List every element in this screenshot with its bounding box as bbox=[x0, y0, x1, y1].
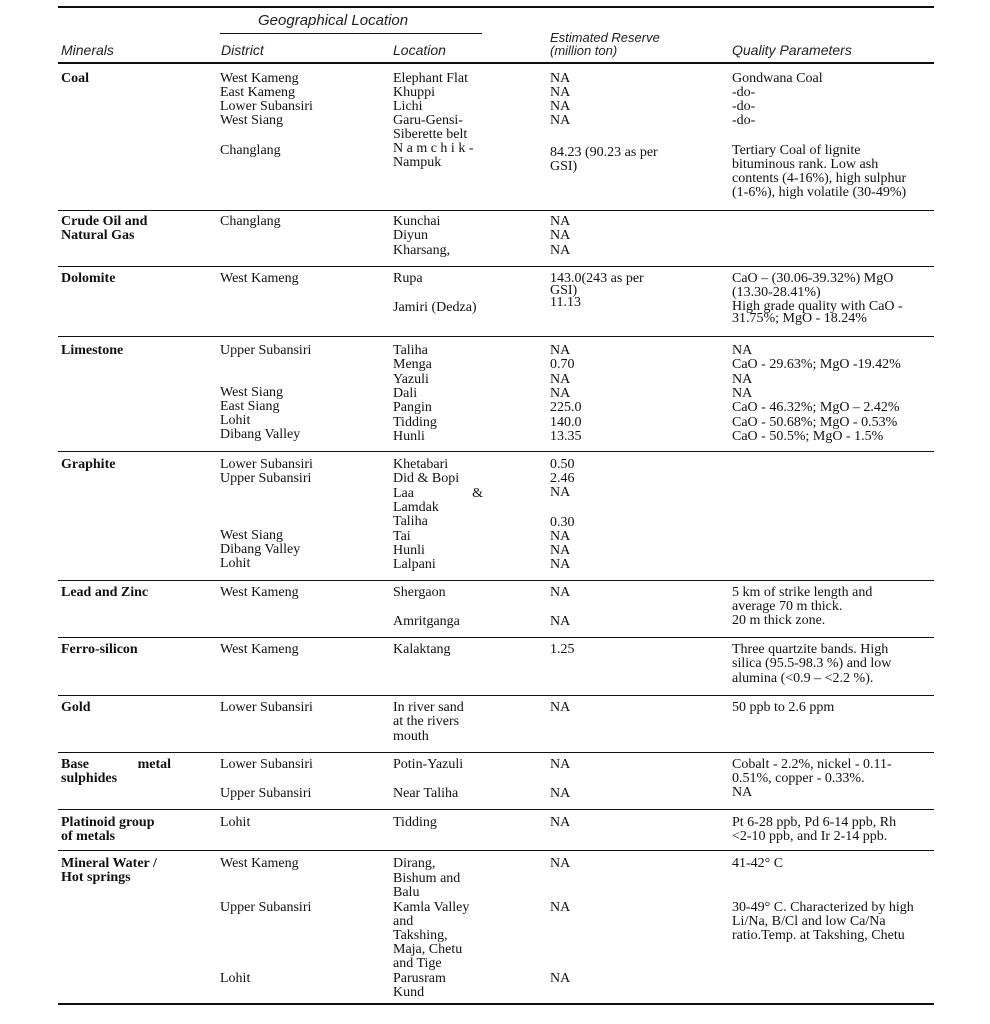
location-cell-line: Parusram bbox=[393, 971, 446, 986]
header-district: District bbox=[221, 42, 264, 58]
reserve-cell-line: 143.0(243 as per bbox=[550, 271, 644, 286]
quality-cell-line: Cobalt - 2.2%, nickel - 0.11- bbox=[732, 757, 892, 772]
header-geographical-location: Geographical Location bbox=[258, 12, 409, 29]
reserve-cell-line: NA bbox=[550, 85, 571, 100]
header-minerals: Minerals bbox=[61, 42, 114, 58]
quality-cell-line: <2-10 ppb, and Ir 2-14 ppb. bbox=[732, 829, 888, 845]
reserve-cell-line: GSI) bbox=[550, 159, 578, 174]
reserve-cell-line: 0.30 bbox=[550, 515, 575, 530]
quality-cell-line: 31.75%; MgO - 18.24% bbox=[732, 311, 867, 326]
quality-cell-line: NA bbox=[732, 385, 753, 401]
mineral-cell-line: Base metal bbox=[61, 757, 171, 772]
reserve-cell-line: NA bbox=[550, 529, 571, 544]
district-cell-line: Lower Subansiri bbox=[220, 757, 313, 772]
district-cell-line: Upper Subansiri bbox=[220, 343, 312, 358]
row-separator bbox=[58, 809, 934, 810]
district-cell-line: Lohit bbox=[220, 413, 251, 428]
location-cell-line: Amritganga bbox=[393, 614, 460, 629]
reserve-cell-line: NA bbox=[550, 371, 571, 387]
location-cell-line: Yazuli bbox=[393, 371, 429, 387]
district-cell-line: Lohit bbox=[220, 971, 251, 986]
quality-cell-line: (13.30-28.41%) bbox=[732, 285, 821, 300]
reserve-cell-line: NA bbox=[550, 557, 571, 572]
quality-cell-line: ratio.Temp. at Takshing, Chetu bbox=[732, 928, 905, 943]
location-cell-line: Lamdak bbox=[393, 499, 439, 515]
reserve-cell-line: NA bbox=[550, 99, 571, 114]
quality-cell-line: -do- bbox=[732, 85, 756, 100]
reserve-cell-line: NA bbox=[550, 214, 571, 229]
reserve-cell-line: 2.46 bbox=[550, 471, 575, 486]
location-cell-line: Balu bbox=[393, 885, 420, 900]
mineral-cell-line: sulphides bbox=[61, 771, 118, 787]
reserve-cell-line: NA bbox=[550, 856, 571, 871]
district-cell-line: East Kameng bbox=[220, 85, 296, 100]
quality-cell-line: -do- bbox=[732, 99, 756, 114]
mineral-cell-line: Mineral Water / bbox=[61, 856, 157, 871]
row-separator bbox=[58, 850, 934, 851]
reserve-cell-line: 0.70 bbox=[550, 357, 575, 373]
reserve-cell-line: NA bbox=[550, 71, 571, 86]
location-cell-line: and Tige bbox=[393, 956, 442, 971]
location-cell-line: Kamla Valley bbox=[393, 900, 470, 915]
reserve-cell-line: 0.50 bbox=[550, 457, 575, 472]
district-cell-line: East Siang bbox=[220, 399, 280, 414]
district-cell-line: Dibang Valley bbox=[220, 542, 301, 557]
district-cell-line: Lohit bbox=[220, 815, 251, 830]
location-cell-line: Taliha bbox=[393, 514, 428, 530]
table-top-rule bbox=[58, 6, 934, 8]
quality-cell-line: NA bbox=[732, 343, 753, 358]
quality-cell-line: Pt 6-28 ppb, Pd 6-14 ppb, Rh bbox=[732, 815, 897, 830]
district-cell-line: West Kameng bbox=[220, 585, 299, 600]
district-cell-line: West Kameng bbox=[220, 271, 299, 286]
quality-cell-line: 41-42° C bbox=[732, 856, 784, 871]
header-quality-parameters: Quality Parameters bbox=[732, 42, 852, 58]
row-separator bbox=[58, 695, 934, 696]
location-cell-line: at the rivers bbox=[393, 714, 460, 730]
reserve-cell-line: NA bbox=[550, 757, 571, 772]
mineral-cell-line: Hot springs bbox=[61, 870, 131, 886]
quality-cell-line: 50 ppb to 2.6 ppm bbox=[732, 700, 835, 715]
reserve-cell-line: 225.0 bbox=[550, 400, 582, 416]
header-reserve-line2: (million ton) bbox=[550, 43, 618, 58]
mineral-cell-line: Coal bbox=[61, 71, 89, 86]
location-cell-line: Kund bbox=[393, 985, 425, 1000]
district-cell-line: Dibang Valley bbox=[220, 427, 301, 442]
location-cell-line: Tidding bbox=[393, 414, 437, 430]
location-cell-line: In river sand bbox=[393, 700, 464, 715]
row-separator bbox=[58, 637, 934, 638]
reserve-cell-line: NA bbox=[550, 385, 571, 401]
district-cell-line: West Kameng bbox=[220, 71, 299, 86]
mineral-cell-line: Natural Gas bbox=[61, 228, 135, 244]
header-bottom-rule bbox=[58, 62, 934, 64]
quality-cell-line: NA bbox=[732, 371, 753, 387]
reserve-cell-line: NA bbox=[550, 971, 571, 986]
district-cell-line: West Kameng bbox=[220, 856, 299, 871]
reserve-cell-line: NA bbox=[550, 700, 571, 715]
mineral-cell-line: Graphite bbox=[61, 457, 116, 472]
quality-cell-line: CaO - 29.63%; MgO -19.42% bbox=[732, 357, 901, 373]
district-cell-line: Changlang bbox=[220, 143, 281, 158]
location-cell-line: and bbox=[393, 914, 414, 929]
location-cell-line: Did & Bopi bbox=[393, 471, 460, 487]
mineral-cell-line: Limestone bbox=[61, 343, 124, 358]
location-cell-line: Tidding bbox=[393, 815, 437, 830]
quality-cell-line: Tertiary Coal of lignite bbox=[732, 143, 861, 158]
quality-cell-line: CaO - 50.5%; MgO - 1.5% bbox=[732, 428, 884, 444]
reserve-cell-line: NA bbox=[550, 228, 571, 244]
row-separator bbox=[58, 752, 934, 753]
quality-cell-line: 20 m thick zone. bbox=[732, 613, 826, 628]
reserve-cell-line: NA bbox=[550, 815, 571, 830]
reserve-cell-line: 11.13 bbox=[550, 295, 581, 310]
reserve-cell-line: NA bbox=[550, 900, 571, 915]
row-separator bbox=[58, 451, 934, 452]
quality-cell-line: NA bbox=[732, 785, 753, 800]
location-cell-line: Kunchai bbox=[393, 214, 441, 229]
location-cell-line: Elephant Flat bbox=[393, 71, 469, 86]
district-cell-line: Upper Subansiri bbox=[220, 786, 312, 801]
reserve-cell-line: NA bbox=[550, 343, 571, 358]
quality-cell-line: CaO – (30.06-39.32%) MgO bbox=[732, 271, 894, 286]
district-cell-line: Lower Subansiri bbox=[220, 457, 313, 472]
location-cell-line: Hunli bbox=[393, 542, 425, 558]
location-cell-line: Jamiri (Dedza) bbox=[393, 300, 477, 315]
reserve-cell-line: 1.25 bbox=[550, 642, 575, 657]
quality-cell-line: 30-49° C. Characterized by high bbox=[732, 900, 914, 915]
quality-cell-line: average 70 m thick. bbox=[732, 599, 843, 614]
reserve-cell-line: NA bbox=[550, 113, 571, 128]
reserve-cell-line: 84.23 (90.23 as per bbox=[550, 145, 658, 160]
location-cell-line: Menga bbox=[393, 357, 432, 373]
quality-cell-line: 5 km of strike length and bbox=[732, 585, 873, 600]
reserve-cell-line: NA bbox=[550, 614, 571, 629]
row-separator bbox=[58, 266, 934, 267]
district-cell-line: West Siang bbox=[220, 385, 284, 400]
reserve-cell-line: GSI) bbox=[550, 283, 578, 298]
district-cell-line: Lower Subansiri bbox=[220, 99, 313, 114]
location-cell-line: Hunli bbox=[393, 428, 425, 444]
location-cell-line: Dirang, bbox=[393, 856, 436, 871]
location-cell-line: Diyun bbox=[393, 228, 428, 244]
mineral-cell-line: Platinoid group bbox=[61, 815, 155, 830]
district-cell-line: West Kameng bbox=[220, 642, 299, 657]
location-cell-line: Taliha bbox=[393, 343, 428, 358]
location-cell-line: Pangin bbox=[393, 400, 432, 416]
reserve-cell-line: 13.35 bbox=[550, 428, 582, 444]
reserve-cell-line: NA bbox=[550, 585, 571, 600]
quality-cell-line: CaO - 46.32%; MgO – 2.42% bbox=[732, 400, 900, 416]
location-cell-line: N a m c h i k - bbox=[393, 141, 474, 156]
district-cell-line: West Siang bbox=[220, 113, 284, 128]
quality-cell-line: silica (95.5-98.3 %) and low bbox=[732, 656, 892, 672]
district-cell-line: West Siang bbox=[220, 528, 284, 543]
district-cell-line: Upper Subansiri bbox=[220, 471, 312, 486]
reserve-cell-line: 140.0 bbox=[550, 414, 582, 430]
header-reserve-line1: Estimated Reserve bbox=[550, 30, 660, 45]
district-cell-line: Changlang bbox=[220, 214, 281, 229]
location-cell-line: Shergaon bbox=[393, 585, 446, 600]
location-cell-line: Tai bbox=[393, 528, 411, 544]
quality-cell-line: High grade quality with CaO - bbox=[732, 299, 903, 314]
location-cell-line: Siberette belt bbox=[393, 127, 468, 142]
mineral-cell-line: Dolomite bbox=[61, 271, 116, 286]
mineral-cell-line: Crude Oil and bbox=[61, 214, 148, 229]
header-location: Location bbox=[393, 42, 446, 58]
location-cell-line: Potin-Yazuli bbox=[393, 757, 464, 772]
district-cell-line: Upper Subansiri bbox=[220, 900, 312, 915]
location-cell-line: Nampuk bbox=[393, 155, 442, 170]
location-cell-line: mouth bbox=[393, 728, 429, 744]
reserve-cell-line: NA bbox=[550, 786, 571, 801]
quality-cell-line: alumina (<0.9 – <2.2 %). bbox=[732, 670, 874, 686]
location-cell-line: Rupa bbox=[393, 271, 423, 286]
location-cell-line: Laa & bbox=[393, 485, 483, 501]
location-cell-line: Kalaktang bbox=[393, 642, 451, 657]
location-cell-line: Garu-Gensi- bbox=[393, 113, 463, 128]
quality-cell-line: Gondwana Coal bbox=[732, 71, 823, 86]
quality-cell-line: -do- bbox=[732, 113, 756, 128]
quality-cell-line: contents (4-16%), high sulphur bbox=[732, 171, 907, 186]
location-cell-line: Bishum and bbox=[393, 871, 461, 886]
location-cell-line: Lalpani bbox=[393, 557, 436, 573]
mineral-cell-line: Lead and Zinc bbox=[61, 585, 149, 600]
geo-group-underline bbox=[220, 33, 482, 34]
quality-cell-line: 0.51%, copper - 0.33%. bbox=[732, 771, 865, 786]
location-cell-line: Takshing, bbox=[393, 928, 448, 943]
quality-cell-line: (1-6%), high volatile (30-49%) bbox=[732, 185, 907, 200]
location-cell-line: Khetabari bbox=[393, 457, 449, 472]
location-cell-line: Maja, Chetu bbox=[393, 942, 463, 957]
row-separator bbox=[58, 210, 934, 211]
mineral-cell-line: Ferro-silicon bbox=[61, 642, 138, 657]
reserve-cell-line: NA bbox=[550, 485, 571, 500]
mineral-cell-line: Gold bbox=[61, 700, 91, 715]
quality-cell-line: bituminous rank. Low ash bbox=[732, 157, 879, 172]
quality-cell-line: CaO - 50.68%; MgO - 0.53% bbox=[732, 414, 898, 430]
quality-cell-line: Three quartzite bands. High bbox=[732, 642, 889, 657]
location-cell-line: Lichi bbox=[393, 99, 423, 114]
reserve-cell-line: NA bbox=[550, 543, 571, 558]
location-cell-line: Kharsang, bbox=[393, 242, 451, 258]
location-cell-line: Dali bbox=[393, 385, 418, 401]
location-cell-line: Near Taliha bbox=[393, 786, 459, 801]
location-cell-line: Khuppi bbox=[393, 85, 435, 100]
row-separator bbox=[58, 580, 934, 581]
quality-cell-line: Li/Na, B/Cl and low Ca/Na bbox=[732, 914, 886, 929]
table-bottom-rule bbox=[58, 1003, 934, 1005]
reserve-cell-line: NA bbox=[550, 242, 571, 258]
district-cell-line: Lower Subansiri bbox=[220, 700, 313, 715]
mineral-cell-line: of metals bbox=[61, 829, 116, 845]
row-separator bbox=[58, 336, 934, 337]
district-cell-line: Lohit bbox=[220, 556, 251, 571]
